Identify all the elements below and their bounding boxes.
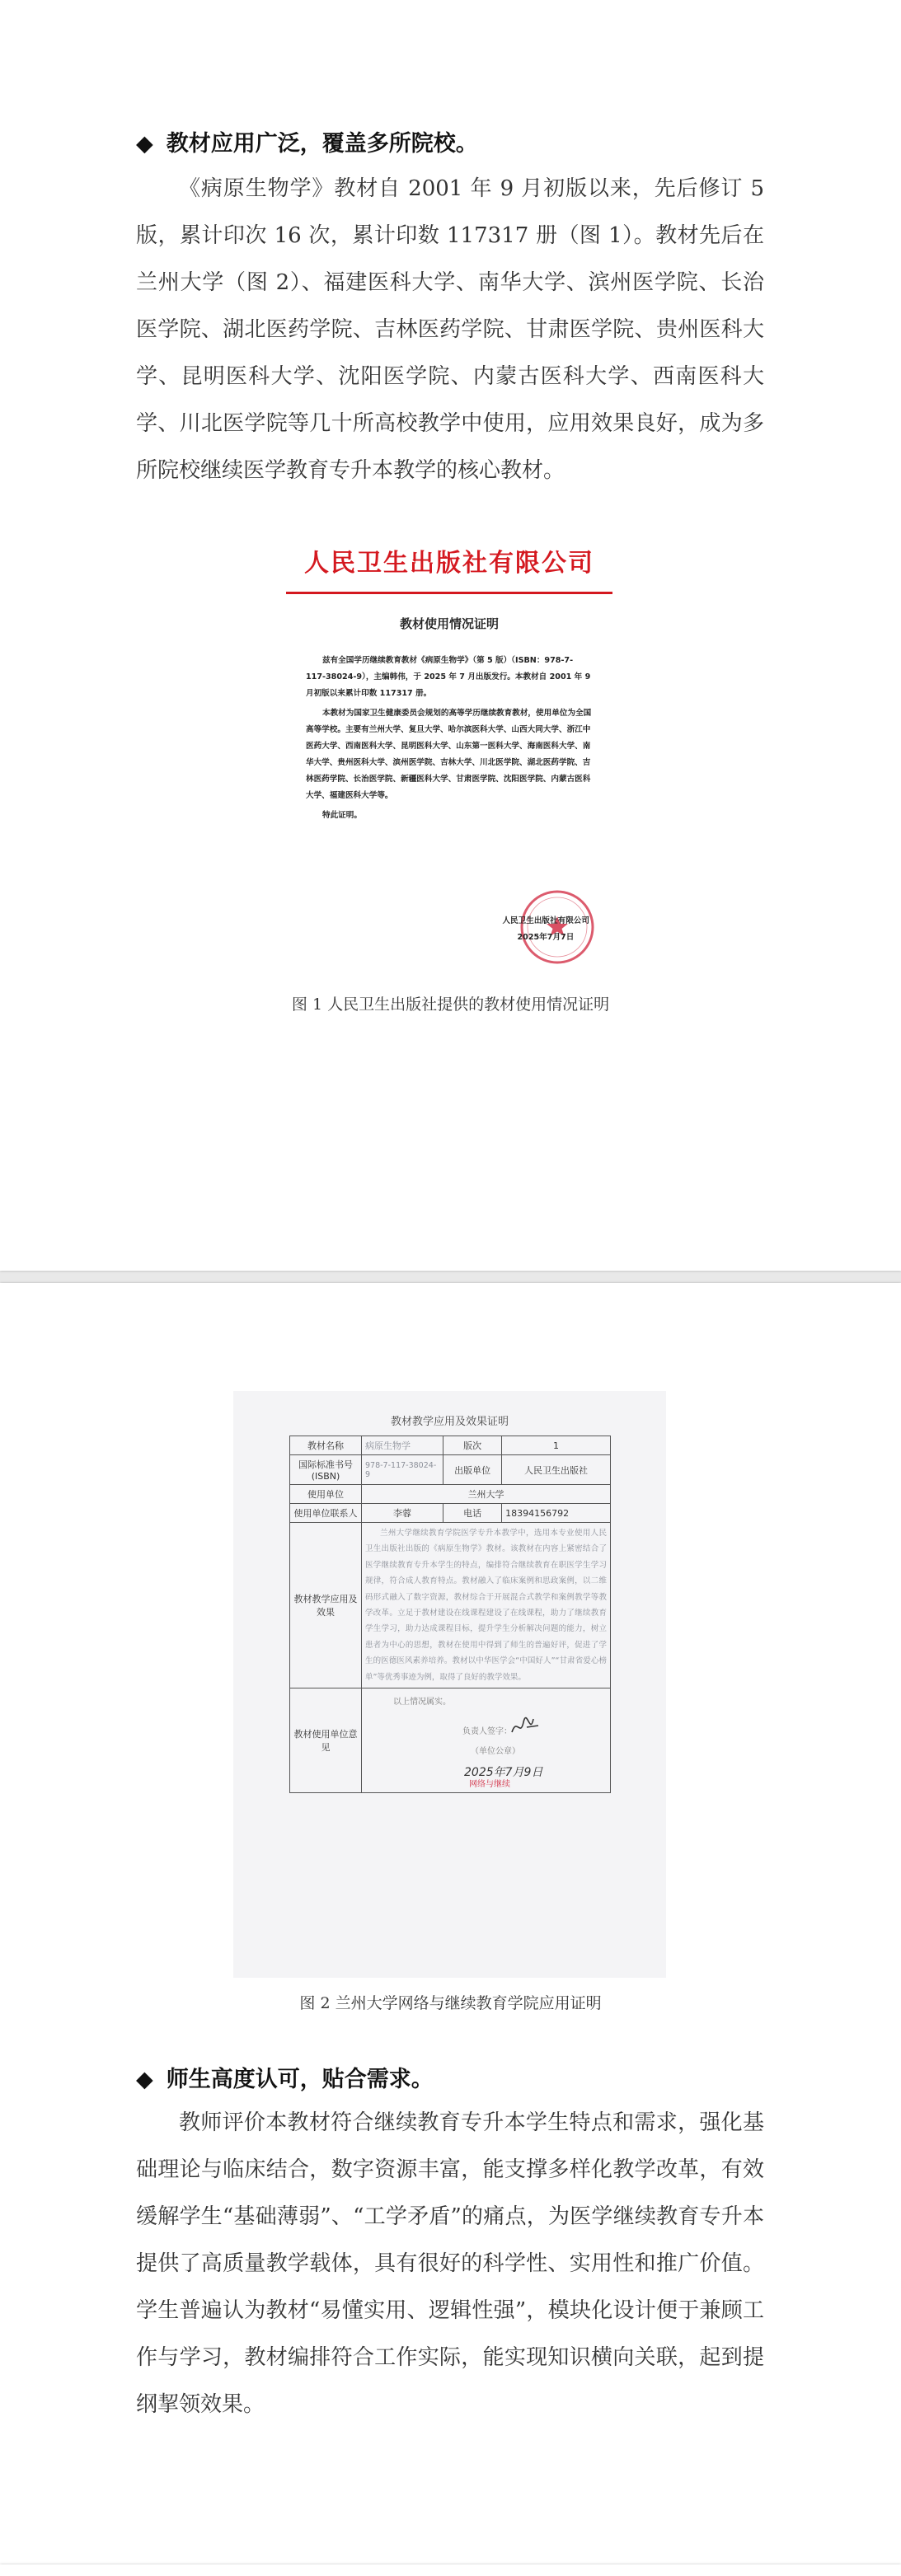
table-row (290, 1455, 611, 1485)
figure-1-caption: 图 1 人民卫生出版社提供的教材使用情况证明 (291, 995, 610, 1014)
cell-label: 教材名称 (290, 1436, 362, 1455)
table-row (290, 1504, 611, 1523)
table-row (290, 1523, 611, 1688)
cell-label: 教材教学应用及效果 (290, 1523, 362, 1688)
cell-value: 兰州大学 (362, 1485, 611, 1504)
certificate-body (306, 653, 593, 827)
cell-label: 国际标准书号 (ISBN) (290, 1455, 362, 1485)
cell-value: 人民卫生出版社 (502, 1455, 611, 1485)
cell-value: 1 (502, 1436, 611, 1455)
cell-value: 18394156792 (502, 1504, 611, 1523)
cell-value: 病原生物学 (362, 1436, 443, 1455)
table-row (290, 1688, 611, 1793)
document-page-1 (0, 0, 901, 1271)
cell-label: 电话 (443, 1504, 502, 1523)
document-page-3 (0, 2564, 901, 2576)
certificate-paragraph-2: 本教材为国家卫生健康委员会规划的高等学历继续教育教材，使用单位为全国高等学校。主要有兰州大学、复旦大学、哈尔滨医科大学、山西大同大学、浙江中医药大学、西南医科大学、昆明医科大学、山东第一医科大学、海南医科大学、南华大学、贵州医科大学、滨州医学院、吉林大学、川北医学院、湖北医药学院、吉林医药学院、长治医学院、新疆医科大学、甘肃医学院、沈阳医学院、内蒙古医科大学、福建医科大学等。 (306, 709, 592, 800)
paragraph-usage: 《病原生物学》教材自 2001 年 9 月初版以来，先后修订 5 版，累计印次 16 次，累计印数 117317 册（图 1）。教材先后在兰州大学（图 2）、福建医科大学、南华大学、滨州医学院、长治医学院、湖北医药学院、吉林医药学院、甘肃医学院、贵州医科大学、昆明医科大学、沈阳医学院、内蒙古医科大学、西南医科大学、川北医学院等几十所高校教学中使用，应用效果良好，成为多所院校继续医学教育专升本教学的核心教材。 (136, 176, 764, 483)
opinion-date: 2025年7月9日 (464, 1766, 543, 1780)
diamond-bullet-icon: ◆ (136, 131, 153, 157)
opinion-signature-label: 负责人签字： (462, 1727, 512, 1737)
figure-usage-certificate (284, 527, 614, 977)
table-row (290, 1436, 611, 1455)
figure-application-proof (233, 1391, 666, 1978)
certificate-paragraph-1: 兹有全国学历继续教育教材《病原生物学》（第 5 版）（ISBN：978-7-117-38024-9），主编韩伟，于 2025 年 7 月出版发行。本教材自 2001 年 9 月初版以来累计印数 117317 册。 (306, 656, 591, 698)
document-page-2 (0, 1283, 901, 2565)
certificate-signature (502, 913, 589, 946)
red-divider (286, 592, 612, 594)
sign-date: 2025年7月7日 (517, 933, 575, 942)
cell-value: 978-7-117-38024-9 (362, 1455, 443, 1485)
cell-value (362, 1688, 611, 1793)
sign-organization: 人民卫生出版社有限公司 (502, 916, 589, 925)
paragraph-recognition: 教师评价本教材符合继续教育专升本学生特点和需求，强化基础理论与临床结合，数字资源丰富，能支撑多样化教学改革，有效缓解学生“基础薄弱”、“工学矛盾”的痛点，为医学继续教育专升本提供了高质量教学载体，具有很好的科学性、实用性和推广价值。学生普遍认为教材“易懂实用、逻辑性强”，模块化设计便于兼顾工作与学习，教材编排符合工作实际，能实现知识横向关联，起到提纲挈领效果。 (136, 2110, 764, 2417)
diamond-bullet-icon: ◆ (136, 2067, 153, 2092)
cell-value: 兰州大学继续教育学院医学专升本教学中，选用本专业使用人民卫生出版社出版的《病原生物学》教材。该教材在内容上紧密结合了医学继续教育专升本学生的特点，编排符合继续教育在职医学生学习规律，符合成人教育特点。教材融入了临床案例和思政案例，以二维码形式融入了数字资源，教材综合于开展混合式教学和案例教学等教学改革。立足于教材建设在线课程建设了在线课程，助力了继续教育学生学习，助力达成课程目标，提升学生分析解决问题的能力，树立患者为中心的思想，教材在使用中得到了师生的普遍好评，促进了学生的医德医风素养培养。教材以中华医学会“中国好人”“甘肃省爱心榜单”等优秀事迹为例，取得了良好的教学效果。 (362, 1523, 611, 1688)
heading-text: 教材应用广泛，覆盖多所院校。 (166, 131, 478, 157)
certificate-paragraph-3: 特此证明。 (322, 811, 362, 820)
section-heading-recognition (136, 2061, 434, 2093)
cell-label: 使用单位联系人 (290, 1504, 362, 1523)
heading-text: 师生高度认可，贴合需求。 (166, 2067, 434, 2092)
handwritten-signature-icon (509, 1712, 542, 1740)
figure-2-caption: 图 2 兰州大学网络与继续教育学院应用证明 (299, 1994, 602, 2012)
table-row (290, 1485, 611, 1504)
cell-label: 出版单位 (443, 1455, 502, 1485)
cell-label: 版次 (443, 1436, 502, 1455)
opinion-text: 以上情况属实。 (393, 1698, 451, 1707)
proof-form-table (289, 1436, 611, 1793)
section-heading-usage (136, 125, 478, 157)
opinion-stamp: 网络与继续 (469, 1780, 510, 1790)
cell-label: 使用单位 (290, 1485, 362, 1504)
cell-value: 李蓉 (362, 1504, 443, 1523)
cell-label: 教材使用单位意见 (290, 1688, 362, 1793)
form-title: 教材教学应用及效果证明 (390, 1416, 509, 1428)
opinion-seal-label: （单位公章） (471, 1747, 520, 1757)
publisher-name: 人民卫生出版社有限公司 (304, 549, 594, 578)
certificate-title: 教材使用情况证明 (399, 616, 499, 631)
